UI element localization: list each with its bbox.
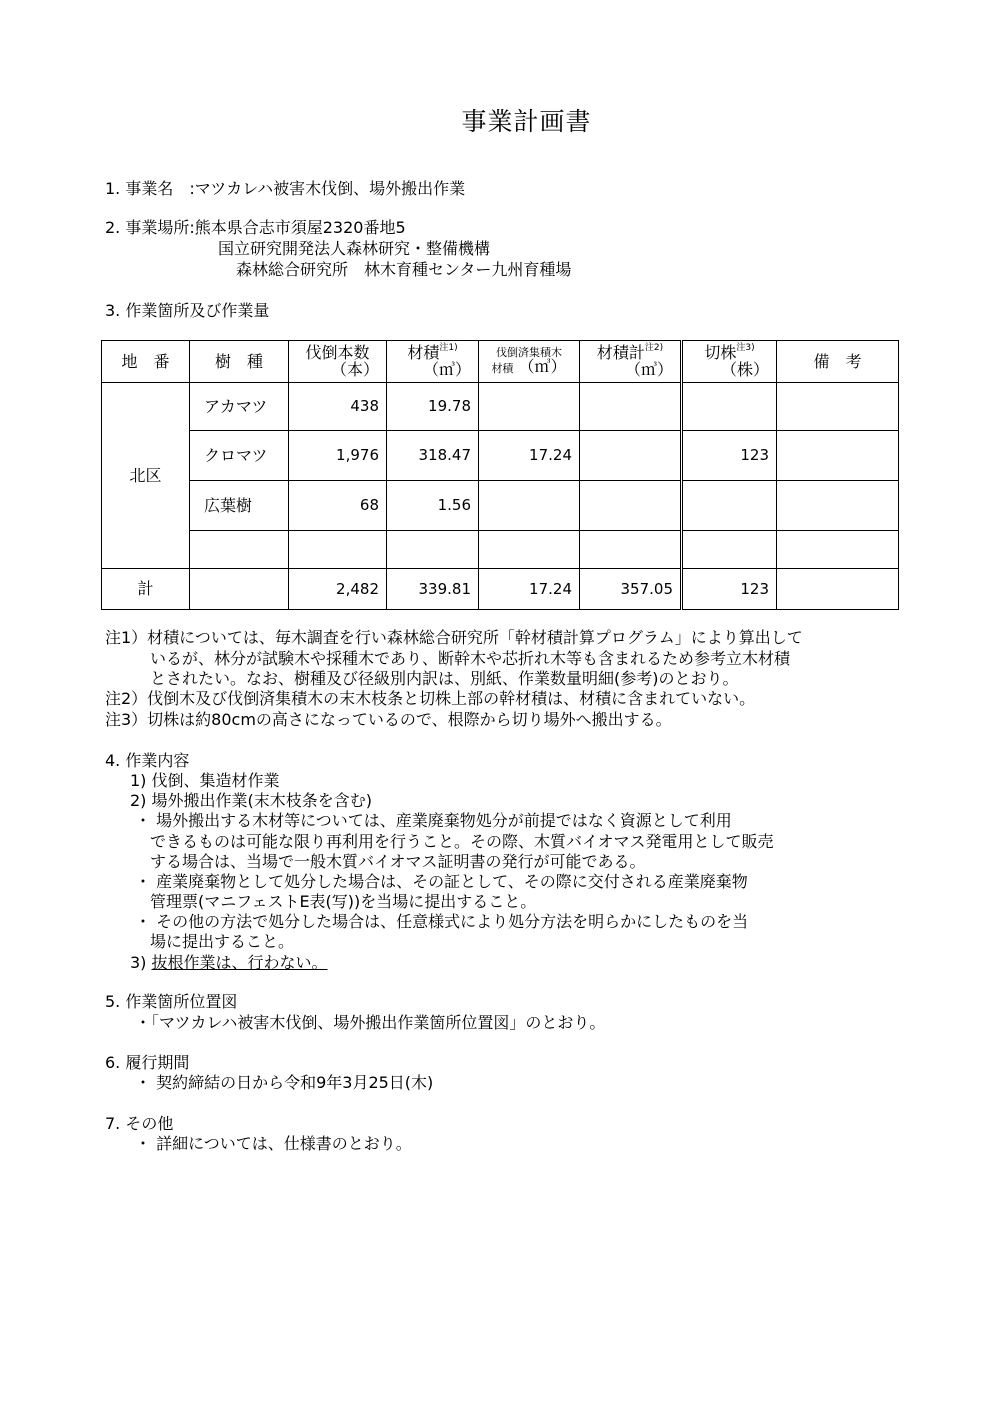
- project-location-site: 森林総合研究所 林木育種センター九州育種場: [236, 260, 572, 279]
- table-row: [102, 383, 899, 431]
- note-1-line-3: とされたい。なお、樹種及び径級別内訳は、別紙、作業数量明細(参考)のとおり。: [150, 669, 739, 688]
- header-volume-label: 材積: [407, 343, 440, 363]
- total-cell: [580, 431, 682, 481]
- stock-cell: [479, 383, 580, 431]
- note-1-line-2: いるが、林分が試験木や採種木であり、断幹木や芯折れ木等も含まれるため参考立木材積: [150, 649, 791, 668]
- document-title: 事業計画書: [461, 107, 592, 136]
- location-text: ・「マツカレハ被害木伐倒、場外搬出作業箇所位置図」のとおり。: [135, 1013, 606, 1032]
- project-name: 1. 事業名 :マツカレハ被害木伐倒、場外搬出作業: [105, 179, 466, 198]
- header-stock: [479, 341, 580, 383]
- header-count-label: 伐倒本数: [305, 342, 370, 362]
- header-biko: 備 考: [777, 341, 899, 383]
- work-quantity-heading: 3. 作業箇所及び作業量: [105, 301, 270, 320]
- count-cell: 438: [289, 383, 387, 431]
- header-volume-note: 注1): [439, 343, 458, 354]
- stumps-cell: [682, 531, 777, 569]
- work-bullet-3-line-1: ・ その他の方法で処分した場合は、任意様式により処分方法を明らかにしたものを当: [135, 912, 749, 931]
- work-bullet-2-line-2: 管理票(マニフェストE表(写))を当場に提出すること。: [150, 892, 537, 911]
- note-cell: [777, 383, 899, 431]
- total-count-cell: 2,482: [289, 569, 387, 610]
- work-item-3-text: 抜根作業は、行わない。: [151, 953, 328, 972]
- header-total-unit: （㎥）: [624, 360, 673, 379]
- volume-cell: 19.78: [387, 383, 479, 431]
- count-cell: [289, 531, 387, 569]
- period-heading: 6. 履行期間: [105, 1053, 190, 1072]
- other-text: ・ 詳細については、仕様書のとおり。: [135, 1134, 412, 1153]
- header-stumps-label: 切株: [704, 343, 737, 363]
- work-bullet-1-line-1: ・ 場外搬出する木材等については、産業廃棄物処分が前提ではなく資源として利用: [135, 811, 732, 830]
- note-2: 注2）伐倒木及び伐倒済集積木の末木枝条と切株上部の幹材積は、材積に含まれていない。: [105, 689, 756, 708]
- total-total-cell: 357.05: [580, 569, 682, 610]
- project-location-org: 国立研究開発法人森林研究・整備機構: [218, 239, 491, 258]
- work-item-3-number: 3): [130, 953, 147, 972]
- work-item-3: [130, 955, 328, 971]
- stumps-cell: [682, 481, 777, 531]
- note-3: 注3）切株は約80cmの高さになっているので、根際から切り場外へ搬出する。: [105, 710, 672, 729]
- work-bullet-3-line-2: 場に提出すること。: [150, 932, 295, 951]
- header-total: [580, 341, 682, 383]
- location-heading: 5. 作業箇所位置図: [105, 992, 238, 1011]
- header-stock-unit: （㎥）: [518, 356, 567, 376]
- total-cell: [580, 531, 682, 569]
- total-label-cell: 計: [102, 569, 190, 610]
- header-stock-label2: 材積: [491, 361, 514, 375]
- volume-cell: [387, 531, 479, 569]
- species-cell: [190, 569, 289, 610]
- area-cell: 北区: [102, 383, 190, 569]
- total-stumps-cell: 123: [682, 569, 777, 610]
- stumps-cell: [682, 383, 777, 431]
- work-quantity-table: [101, 340, 899, 610]
- work-bullet-1-line-2: できるものは可能な限り再利用を行うこと。その際、木質バイオマス発電用として販売: [150, 832, 774, 851]
- header-volume: [387, 341, 479, 383]
- note-cell: [777, 481, 899, 531]
- table-row: [102, 431, 899, 481]
- note-cell: [777, 431, 899, 481]
- table-row: [102, 531, 899, 569]
- header-total-label: 材積計: [596, 343, 645, 363]
- table-header-row: [102, 341, 899, 383]
- header-count-unit: （本）: [330, 359, 379, 379]
- stock-cell: 17.24: [479, 431, 580, 481]
- header-count: [289, 341, 387, 383]
- note-1-line-1: 注1）材積については、毎木調査を行い森林総合研究所「幹材積計算プログラム」により算出して: [105, 628, 803, 647]
- period-text: ・ 契約締結の日から令和9年3月25日(木): [135, 1073, 434, 1092]
- total-note-cell: [777, 569, 899, 610]
- table-total-row: [102, 569, 899, 610]
- species-cell: アカマツ: [190, 383, 289, 431]
- species-cell: 広葉樹: [190, 481, 289, 531]
- project-location: 2. 事業場所:熊本県合志市須屋2320番地5: [105, 218, 406, 237]
- work-bullet-2-line-1: ・ 産業廃棄物として処分した場合は、その証として、その際に交付される産業廃棄物: [135, 872, 748, 891]
- work-item-2: 2) 場外搬出作業(末木枝条を含む): [130, 791, 372, 810]
- count-cell: 68: [289, 481, 387, 531]
- species-cell: クロマツ: [190, 431, 289, 481]
- stock-cell: [479, 531, 580, 569]
- work-item-1: 1) 伐倒、集造材作業: [130, 771, 280, 790]
- total-volume-cell: 339.81: [387, 569, 479, 610]
- work-bullet-1-line-3: する場合は、当場で一般木質バイオマス証明書の発行が可能である。: [150, 852, 646, 871]
- header-stumps-note: 注3): [736, 343, 755, 354]
- header-jushu: 樹 種: [190, 341, 289, 383]
- header-chiban: 地 番: [102, 341, 190, 383]
- header-stumps-unit: （株）: [720, 360, 769, 379]
- total-stock-cell: 17.24: [479, 569, 580, 610]
- count-cell: 1,976: [289, 431, 387, 481]
- stock-cell: [479, 481, 580, 531]
- work-heading: 4. 作業内容: [105, 751, 190, 770]
- total-cell: [580, 481, 682, 531]
- volume-cell: 318.47: [387, 431, 479, 481]
- species-cell: [190, 531, 289, 569]
- header-total-note: 注2): [644, 343, 664, 354]
- header-stock-label: 伐倒済集積木: [496, 346, 562, 360]
- other-heading: 7. その他: [105, 1114, 174, 1133]
- header-volume-unit: （㎥）: [422, 360, 471, 379]
- note-cell: [777, 531, 899, 569]
- header-stumps: [682, 341, 777, 383]
- total-cell: [580, 383, 682, 431]
- volume-cell: 1.56: [387, 481, 479, 531]
- stumps-cell: 123: [682, 431, 777, 481]
- table-row: [102, 481, 899, 531]
